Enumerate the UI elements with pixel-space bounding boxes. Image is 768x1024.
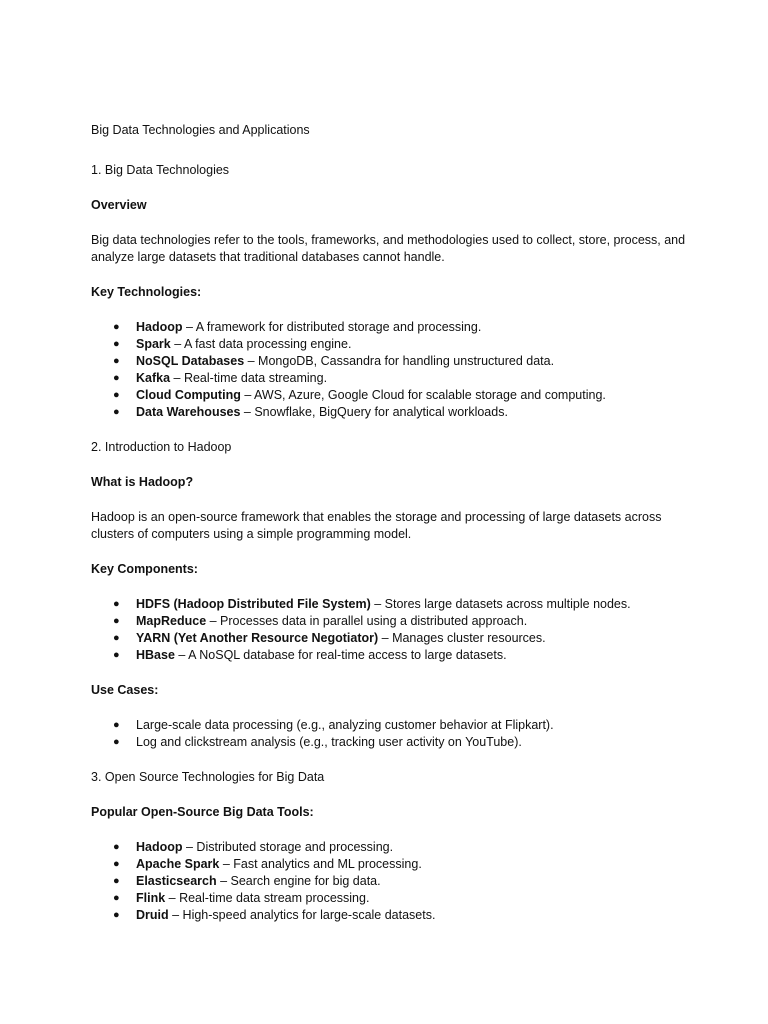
list-item [91,353,768,370]
item-term: Flink [136,891,166,905]
item-term: MapReduce [136,614,207,628]
bullet-icon: ● [113,632,120,644]
bullet-icon: ● [113,858,120,870]
what-is-hadoop-paragraph: Hadoop is an open-source framework that enables the storage and processing of large datasets across clusters of computers using a simple programming model. [91,510,662,541]
overview-heading: Overview [91,198,147,212]
key-technologies-list [91,319,768,421]
item-description: – AWS, Azure, Google Cloud for scalable storage and computing. [240,388,606,402]
list-item [91,856,768,873]
bullet-icon: ● [113,321,120,333]
bullet-icon: ● [113,909,120,921]
tools-heading: Popular Open-Source Big Data Tools: [91,805,314,819]
item-description: – Real-time data streaming. [170,371,328,385]
item-term: Apache Spark [136,857,220,871]
bullet-icon: ● [113,355,120,367]
list-item [91,370,768,387]
item-description: – Snowflake, BigQuery for analytical workloads. [240,405,508,419]
item-text: Large-scale data processing (e.g., analyzing customer behavior at Flipkart). [136,718,554,732]
item-text: Log and clickstream analysis (e.g., tracking user activity on YouTube). [136,735,522,749]
bullet-icon: ● [113,841,120,853]
key-components-heading: Key Components: [91,562,198,576]
item-description: – MongoDB, Cassandra for handling unstructured data. [244,354,555,368]
section-3-heading: 3. Open Source Technologies for Big Data [91,770,325,784]
list-item [91,907,768,924]
item-term: HDFS (Hadoop Distributed File System) [136,597,371,611]
item-description: – Manages cluster resources. [378,631,546,645]
item-term: NoSQL Databases [136,354,245,368]
list-item [91,647,768,664]
use-cases-heading: Use Cases: [91,683,159,697]
item-description: – Distributed storage and processing. [182,840,394,854]
item-term: Data Warehouses [136,405,241,419]
section-2-heading: 2. Introduction to Hadoop [91,440,232,454]
list-item [91,596,768,613]
item-description: – A fast data processing engine. [170,337,352,351]
list-item [91,319,768,336]
bullet-icon: ● [113,719,120,731]
bullet-icon: ● [113,598,120,610]
bullet-icon: ● [113,372,120,384]
item-term: Hadoop [136,840,183,854]
key-components-list [91,596,768,664]
item-description: – A NoSQL database for real-time access to large datasets. [174,648,507,662]
item-term: HBase [136,648,175,662]
item-description: – A framework for distributed storage and processing. [182,320,482,334]
item-term: YARN (Yet Another Resource Negotiator) [136,631,379,645]
overview-paragraph: Big data technologies refer to the tools, frameworks, and methodologies used to collect, store, process, and analyze large datasets that traditional databases cannot handle. [91,233,686,264]
list-item [91,717,768,734]
bullet-icon: ● [113,338,120,350]
use-cases-list [91,717,768,751]
list-item [91,336,768,353]
list-item [91,613,768,630]
item-term: Hadoop [136,320,183,334]
list-item [91,839,768,856]
bullet-icon: ● [113,615,120,627]
section-1-heading: 1. Big Data Technologies [91,163,230,177]
key-technologies-heading: Key Technologies: [91,285,202,299]
document-title: Big Data Technologies and Applications [91,123,310,137]
bullet-icon: ● [113,736,120,748]
item-description: – Search engine for big data. [216,874,381,888]
bullet-icon: ● [113,875,120,887]
list-item [91,734,768,751]
item-description: – Processes data in parallel using a distributed approach. [206,614,528,628]
list-item [91,630,768,647]
item-description: – Real-time data stream processing. [165,891,370,905]
list-item [91,404,768,421]
bullet-icon: ● [113,406,120,418]
item-term: Cloud Computing [136,388,241,402]
item-term: Spark [136,337,171,351]
tools-list [91,839,768,924]
bullet-icon: ● [113,389,120,401]
item-description: – High-speed analytics for large-scale datasets. [168,908,436,922]
list-item [91,387,768,404]
list-item [91,890,768,907]
what-is-hadoop-heading: What is Hadoop? [91,475,194,489]
item-description: – Stores large datasets across multiple nodes. [370,597,631,611]
item-term: Druid [136,908,169,922]
bullet-icon: ● [113,649,120,661]
list-item [91,873,768,890]
bullet-icon: ● [113,892,120,904]
item-description: – Fast analytics and ML processing. [219,857,422,871]
item-term: Kafka [136,371,171,385]
item-term: Elasticsearch [136,874,217,888]
